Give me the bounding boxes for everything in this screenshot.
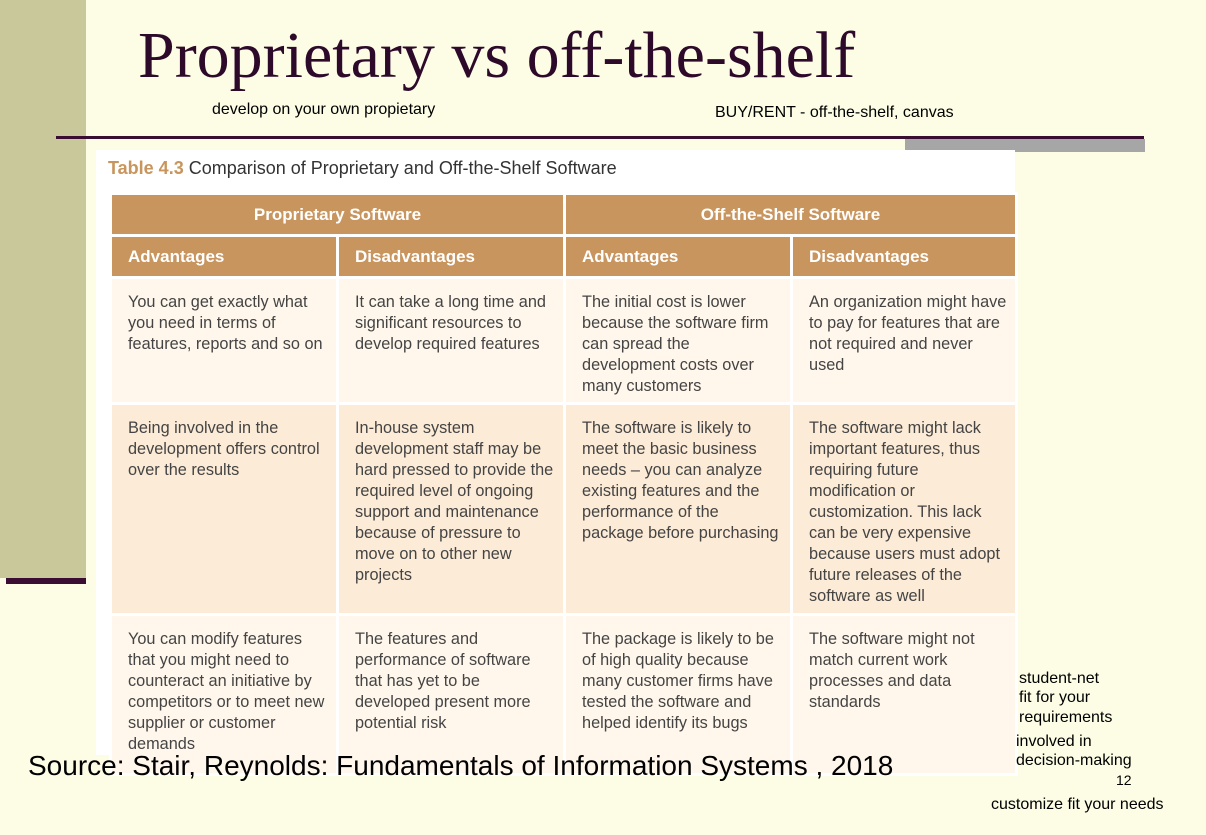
table-group-header-row [111,194,1017,236]
page-number: 12 [1116,772,1132,788]
side-note: student-net [1019,670,1100,687]
side-note: fit for your [1019,689,1091,706]
table-cell: Being involved in the development offers control over the results [111,404,338,615]
source-citation: Source: Stair, Reynolds: Fundamentals of Information Systems , 2018 [28,750,894,781]
header-proprietary-advantages: Advantages [111,236,338,278]
table-cell: The package is likely to be of high quality because many customer firms have tested the software and helped identify its bugs [565,615,792,775]
table-cell: The features and performance of software that has yet to be developed present more potential risk [338,615,565,775]
side-note: requirements [1019,709,1113,726]
side-note: involved in [1016,733,1092,750]
header-off-the-shelf-disadvantages: Disadvantages [792,236,1017,278]
table-cell: The initial cost is lower because the software firm can spread the development costs over many customers [565,278,792,404]
table-caption [108,158,617,179]
table-caption-text: Comparison of Proprietary and Off-the-Shelf Software [188,158,617,178]
table-cell: You can modify features that you might need to counteract an initiative by competitors or to meet new supplier or customer demands [111,615,338,775]
table-caption-number: Table 4.3 [108,158,184,178]
side-note: decision-making [1016,752,1132,769]
sidebar-rule [6,578,86,584]
table-sub-header-row [111,236,1017,278]
table-cell: An organization might have to pay for features that are not required and never used [792,278,1017,404]
table-cell: The software is likely to meet the basic business needs – you can analyze existing features and the performance of the package before purchasing [565,404,792,615]
slide-title: Proprietary vs off-the-shelf [138,19,856,92]
table-cell: It can take a long time and significant resources to develop required features [338,278,565,404]
slide-sidebar [0,0,86,578]
header-proprietary-software: Proprietary Software [111,194,565,236]
table-cell: The software might not match current work processes and data standards [792,615,1017,775]
note-proprietary: develop on your own propietary [212,101,436,118]
bottom-note: customize fit your needs [991,796,1164,813]
table-row [111,404,1017,615]
table-cell: You can get exactly what you need in terms of features, reports and so on [111,278,338,404]
header-off-the-shelf-software: Off-the-Shelf Software [565,194,1017,236]
table-cell: In-house system development staff may be hard pressed to provide the required level of ongoing support and maintenance because of pressure to move on to other new projects [338,404,565,615]
header-proprietary-disadvantages: Disadvantages [338,236,565,278]
header-off-the-shelf-advantages: Advantages [565,236,792,278]
table-row [111,278,1017,404]
comparison-table [109,192,1018,776]
table-cell: The software might lack important features, thus requiring future modification or customization. This lack can be very expensive because users must adopt future releases of the software as well [792,404,1017,615]
comparison-table-figure [96,150,1015,755]
note-off-the-shelf: BUY/RENT - off-the-shelf, canvas [715,104,954,121]
